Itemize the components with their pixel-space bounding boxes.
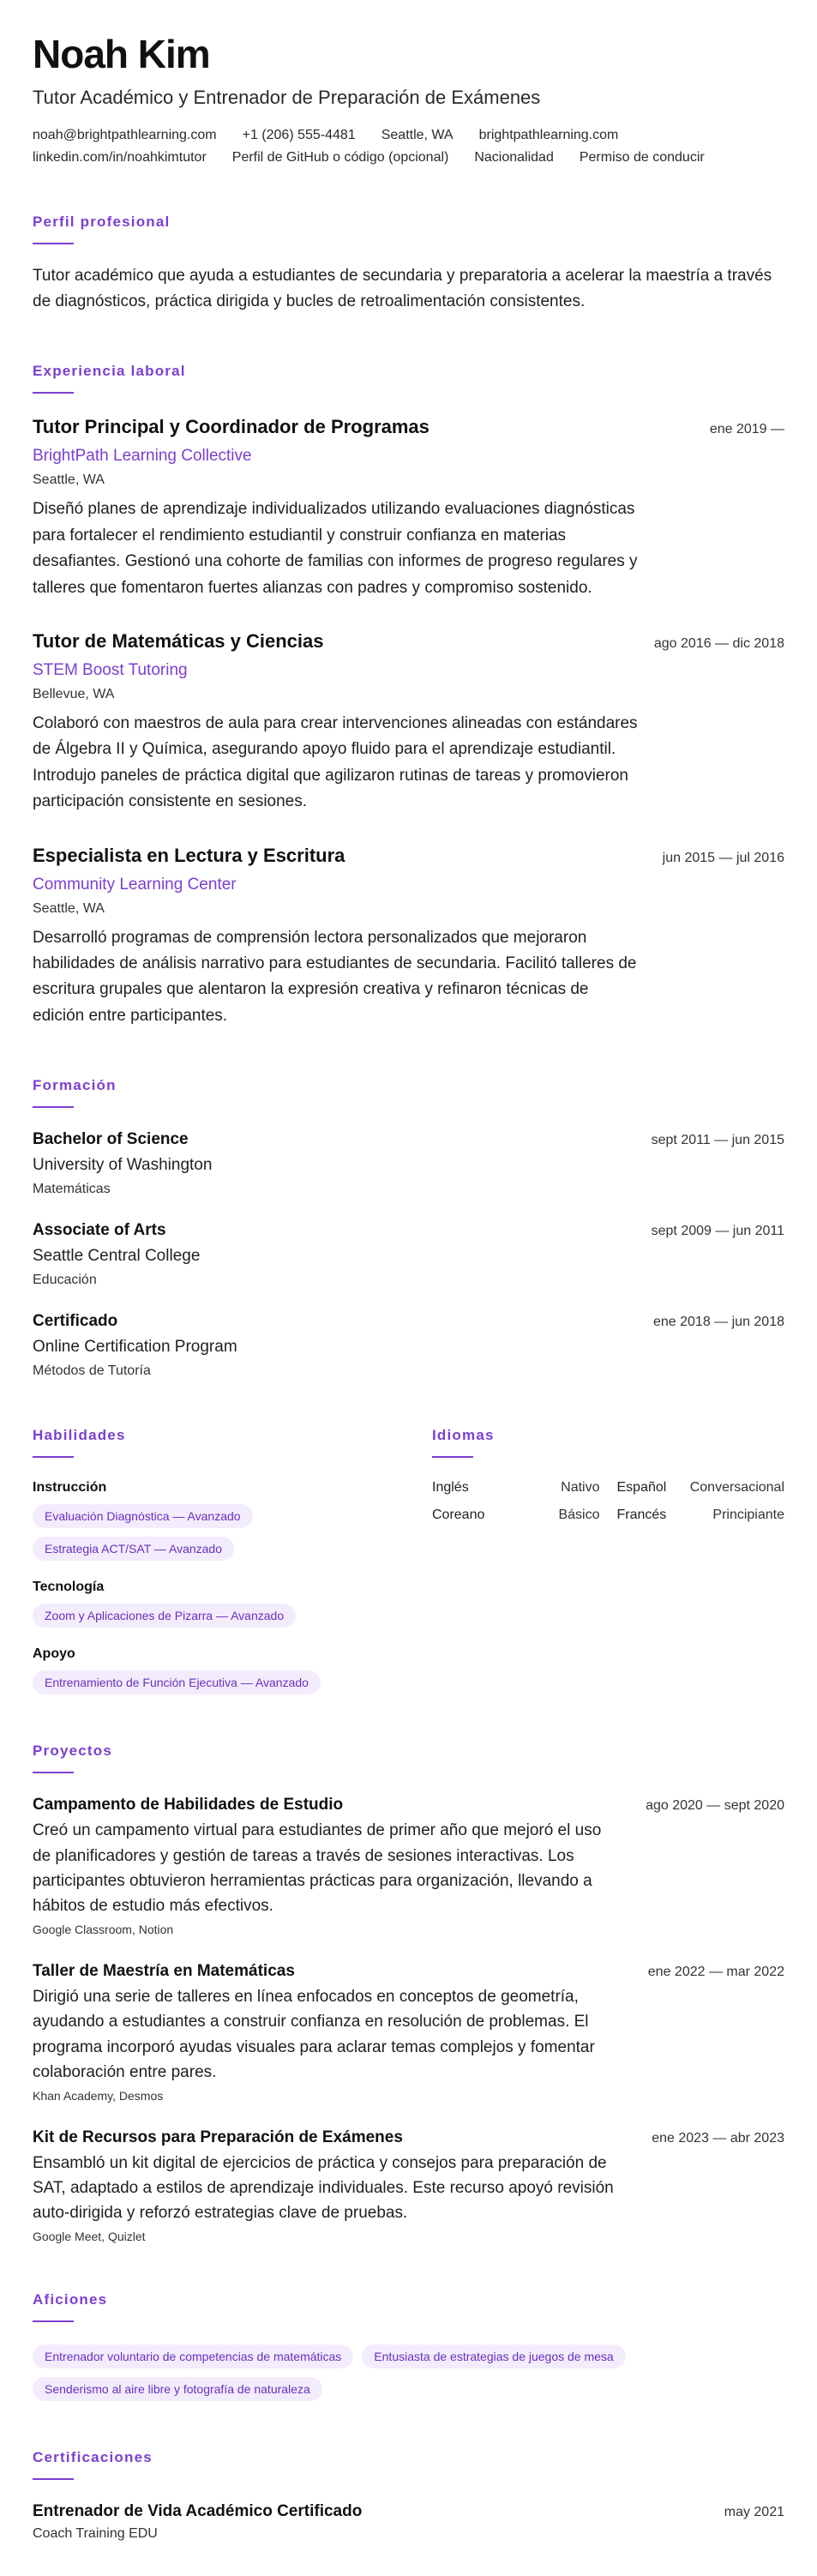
- skill-group: [33, 1480, 401, 1561]
- education-entry: [33, 1221, 784, 1288]
- certifications-section: [33, 2449, 784, 2542]
- language-level: Básico: [558, 1508, 600, 1523]
- language-level: Conversacional: [689, 1480, 784, 1496]
- education-degree: Bachelor of Science: [33, 1130, 189, 1149]
- job-entry: [33, 845, 784, 1030]
- education-field: Matemáticas: [33, 1182, 111, 1197]
- projects-section: [33, 1742, 784, 2243]
- project-title: Taller de Maestría en Matemáticas: [33, 1961, 295, 1980]
- job-location: Seattle, WA: [33, 472, 105, 488]
- skills-languages-row: [33, 1427, 784, 1694]
- project-dates: ene 2022 — mar 2022: [647, 1964, 784, 1979]
- section-divider: [33, 1456, 74, 1458]
- section-divider: [33, 2320, 74, 2322]
- section-divider: [432, 1456, 473, 1458]
- contact-email[interactable]: noah@brightpathlearning.com: [33, 127, 217, 142]
- project-title: Campamento de Habilidades de Estudio: [33, 1796, 344, 1815]
- languages-section: [432, 1427, 784, 1694]
- skill-group-title: Apoyo: [33, 1646, 75, 1662]
- candidate-title: Tutor Académico y Entrenador de Preparación de Exámenes: [33, 86, 541, 108]
- education-entry: [33, 1130, 784, 1197]
- section-divider: [33, 2478, 74, 2480]
- skill-chip: Entrenamiento de Función Ejecutiva — Avanzado: [33, 1670, 321, 1694]
- contact-github: Perfil de GitHub o código (opcional): [231, 149, 449, 165]
- skill-chip: Zoom y Aplicaciones de Pizarra — Avanzado: [33, 1604, 296, 1628]
- language-level: Principiante: [712, 1508, 784, 1523]
- resume-header: [33, 33, 784, 166]
- job-entry: [33, 630, 784, 816]
- project-entry: [33, 2128, 784, 2243]
- language-item: [617, 1508, 785, 1523]
- section-heading: Proyectos: [33, 1742, 113, 1760]
- job-dates: jun 2015 — jul 2016: [662, 850, 784, 865]
- project-tools: Google Classroom, Notion: [33, 1922, 174, 1936]
- certification-date: may 2021: [724, 2504, 784, 2519]
- section-heading: Experiencia laboral: [33, 363, 186, 380]
- job-description: Desarrolló programas de comprensión lectora personalizados que mejoraron habilidades de análisis narrativo para estudiantes de secundaria. Facilitó talleres de escritura grupales que alentaron la expresión creativa y refinaron técnicas de edición entre participantes.: [33, 928, 637, 1025]
- project-description: Creó un campamento virtual para estudiantes de primer año que mejoró el uso de planificadores y gestión de tareas a través de sesiones interactivas. Los participantes obtuvieron herramientas prácticas para organización, llevando a hábitos de estudio más efectivos.: [33, 1821, 602, 1916]
- section-heading: Formación: [33, 1077, 117, 1094]
- hobbies-section: [33, 2291, 784, 2401]
- job-dates: ago 2016 — dic 2018: [653, 635, 784, 651]
- section-heading: Certificaciones: [33, 2448, 153, 2465]
- language-level: Nativo: [561, 1480, 600, 1496]
- education-field: Educación: [33, 1273, 97, 1288]
- education-field: Métodos de Tutoría: [33, 1363, 151, 1379]
- contact-phone: +1 (206) 555-4481: [242, 127, 356, 142]
- section-divider: [33, 392, 74, 394]
- language-item: [432, 1480, 600, 1496]
- experience-section: [33, 363, 784, 1029]
- section-divider: [33, 243, 74, 244]
- contact-website[interactable]: brightpathlearning.com: [478, 127, 619, 142]
- job-title: Especialista en Lectura y Escritura: [33, 844, 345, 866]
- job-description: Colaboró con maestros de aula para crear intervenciones alineadas con estándares de Álgebra II y Química, asegurando apoyo fluido para el aprendizaje estudiantil. Introdujo paneles de práctica digital que agilizaron rutinas de tareas y promovieron participación consistente en sesiones.: [33, 713, 638, 811]
- contact-driving-license: Permiso de conducir: [579, 149, 705, 165]
- job-description: Diseñó planes de aprendizaje individualizados utilizando evaluaciones diagnósticas para fortalecer el rendimiento estudiantil y construir confianza en materias desafiantes. Gestionó una cohorte de familias con informes de progreso regulares y talleres que fomentaron fuertes alianzas con padres y compromiso sostenido.: [33, 500, 638, 597]
- job-entry: [33, 416, 784, 601]
- skill-group: [33, 1580, 401, 1628]
- section-heading: Perfil profesional: [33, 213, 171, 230]
- job-title: Tutor Principal y Coordinador de Programas: [33, 416, 430, 438]
- job-location: Bellevue, WA: [33, 686, 115, 701]
- education-school: University of Washington: [33, 1156, 213, 1175]
- job-dates: ene 2019 —: [709, 422, 784, 437]
- candidate-name: Noah Kim: [33, 32, 210, 76]
- project-entry: [33, 1962, 784, 2103]
- skills-section: [33, 1427, 401, 1694]
- contact-linkedin[interactable]: linkedin.com/in/noahkimtutor: [33, 149, 207, 165]
- education-section: [33, 1077, 784, 1379]
- section-heading: Habilidades: [33, 1427, 126, 1444]
- education-entry: [33, 1312, 784, 1379]
- section-heading: Idiomas: [432, 1427, 495, 1444]
- hobby-chip: Entusiasta de estrategias de juegos de mesa: [362, 2344, 625, 2368]
- job-company: Community Learning Center: [33, 875, 237, 894]
- section-divider: [33, 1772, 74, 1773]
- section-heading: Aficiones: [33, 2290, 108, 2308]
- language-name: Español: [616, 1480, 667, 1496]
- education-dates: sept 2009 — jun 2011: [651, 1224, 784, 1239]
- skill-group: [33, 1646, 401, 1694]
- skill-chip: Estrategia ACT/SAT — Avanzado: [33, 1537, 234, 1561]
- project-tools: Google Meet, Quizlet: [33, 2229, 146, 2243]
- project-tools: Khan Academy, Desmos: [33, 2088, 164, 2103]
- profile-section: [33, 214, 784, 316]
- project-description: Ensambló un kit digital de ejercicios de práctica y consejos para preparación de SAT, adaptado a estilos de aprendizaje individuales. Este recurso apoyó revisión auto-dirigida y reforzó estrategias clave de pruebas.: [33, 2153, 614, 2223]
- project-title: Kit de Recursos para Preparación de Exámenes: [33, 2128, 403, 2146]
- contact-list: [33, 128, 784, 166]
- contact-nationality: Nacionalidad: [474, 149, 554, 165]
- skill-chip: Evaluación Diagnóstica — Avanzado: [33, 1504, 253, 1528]
- education-degree: Certificado: [33, 1312, 118, 1331]
- job-location: Seattle, WA: [33, 900, 105, 916]
- job-company: BrightPath Learning Collective: [33, 447, 252, 466]
- education-school: Online Certification Program: [33, 1338, 237, 1357]
- project-description: Dirigió una serie de talleres en línea enfocados en conceptos de geometría, ayudando a estudiantes a construir confianza en resolución de problemas. El programa incorporó ayudas visuales para aclarar temas complejos y fomentar colaboración entre pares.: [33, 1987, 595, 2082]
- project-dates: ago 2020 — sept 2020: [646, 1798, 784, 1814]
- job-company: STEM Boost Tutoring: [33, 660, 188, 679]
- hobby-chip: Senderismo al aire libre y fotografía de naturaleza: [33, 2377, 322, 2401]
- education-dates: ene 2018 — jun 2018: [652, 1315, 784, 1330]
- certification-entry: [33, 2502, 784, 2542]
- certification-issuer: Coach Training EDU: [33, 2525, 158, 2541]
- profile-summary: Tutor académico que ayuda a estudiantes de secundaria y preparatoria a acelerar la maestría a través de diagnósticos, práctica dirigida y bucles de retroalimentación consistentes.: [33, 266, 772, 310]
- skill-group-title: Instrucción: [33, 1480, 107, 1496]
- education-school: Seattle Central College: [33, 1247, 201, 1266]
- project-dates: ene 2023 — abr 2023: [652, 2130, 784, 2146]
- language-item: [617, 1480, 785, 1496]
- job-title: Tutor de Matemáticas y Ciencias: [33, 629, 324, 652]
- hobby-chip: Entrenador voluntario de competencias de matemáticas: [33, 2344, 353, 2368]
- language-name: Coreano: [432, 1508, 485, 1523]
- project-entry: [33, 1796, 784, 1936]
- language-name: Inglés: [432, 1480, 469, 1496]
- education-dates: sept 2011 — jun 2015: [651, 1133, 784, 1148]
- contact-location: Seattle, WA: [381, 127, 454, 142]
- section-divider: [33, 1106, 74, 1108]
- language-item: [432, 1508, 600, 1523]
- skill-group-title: Tecnología: [33, 1580, 105, 1595]
- language-name: Francés: [616, 1508, 667, 1523]
- education-degree: Associate of Arts: [33, 1221, 166, 1240]
- certification-name: Entrenador de Vida Académico Certificado: [33, 2501, 363, 2520]
